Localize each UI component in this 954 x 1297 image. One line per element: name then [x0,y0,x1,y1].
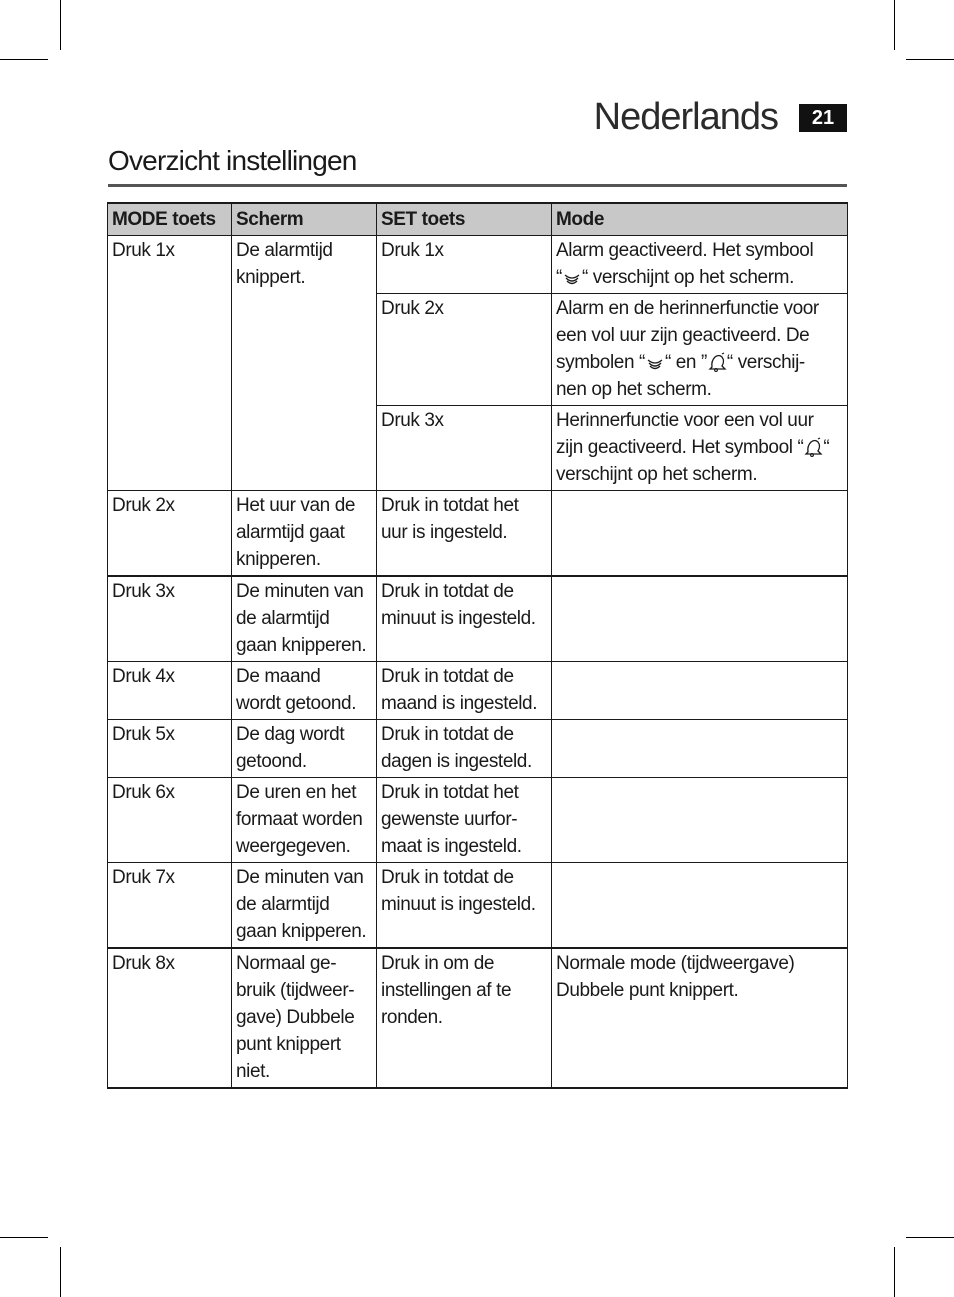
table-row [108,863,848,949]
header-mode: Mode [552,203,848,236]
crop-mark [894,0,895,50]
cell-set: Druk in totdat de dagen is ingesteld. [377,720,552,778]
cell-mode: Druk 7x [108,863,232,949]
cell-mode: Druk 5x [108,720,232,778]
cell-mode: Druk 6x [108,778,232,863]
crop-mark [0,1237,48,1238]
crop-mark [60,0,61,50]
cell-scherm: De alarmtijd knippert. [232,236,377,491]
table-row [108,720,848,778]
cell-mode-result [552,406,848,491]
quote-mark: “ [556,267,562,288]
cell-set: Druk in om de instellingen af te ronden. [377,948,552,1088]
cell-set: Druk in totdat de maand is ingesteld. [377,662,552,720]
cell-mode-result [552,863,848,949]
table-row [108,778,848,863]
cell-set: Druk 1x [377,236,552,294]
mode-text: Alarm geactiveerd. Het symbool [556,240,814,261]
table-row [108,491,848,577]
cell-set: Druk in totdat de minuut is ingesteld. [377,863,552,949]
cell-mode: Druk 3x [108,576,232,662]
table-row [108,948,848,1088]
cell-set: Druk in totdat het gewenste uurfor- maat is ingesteld. [377,778,552,863]
alarm-wave-icon [562,267,582,287]
cell-set: Druk in totdat de minuut is ingesteld. [377,576,552,662]
cell-mode-result [552,662,848,720]
cell-mode-result [552,576,848,662]
cell-mode-result [552,720,848,778]
bell-icon [707,352,727,372]
cell-scherm: De maand wordt getoond. [232,662,377,720]
settings-table [107,202,848,1089]
mode-text: “ verschijnt op het scherm. [556,437,830,485]
cell-mode-result [552,294,848,406]
crop-mark [60,1247,61,1297]
cell-set: Druk 2x [377,294,552,406]
table-row [108,236,848,294]
crop-mark [0,59,48,60]
table-header-row [108,203,848,236]
cell-scherm: De minuten van de alarmtijd gaan knipperen. [232,576,377,662]
page-number: 21 [799,104,847,132]
cell-scherm: De minuten van de alarmtijd gaan knipperen. [232,863,377,949]
title-rule [108,184,847,187]
alarm-wave-icon [645,352,665,372]
crop-mark [906,1237,954,1238]
cell-mode-result: Normale mode (tijdweergave) Dubbele punt knippert. [552,948,848,1088]
mode-text: “ en ” [664,352,707,373]
mode-text: Herinnerfunctie voor een vol uur zijn geactiveerd. Het symbool “ [556,410,814,458]
cell-mode: Druk 4x [108,662,232,720]
language-title: Nederlands [593,96,778,138]
mode-text: Alarm en de herinnerfunctie voor een vol uur zijn geactiveerd. De symbolen “ [556,298,819,373]
header-set-toets: SET toets [377,203,552,236]
section-title: Overzicht instellingen [108,145,357,176]
cell-scherm: Normaal ge- bruik (tijdweer- gave) Dubbele punt knippert niet. [232,948,377,1088]
table-row [108,576,848,662]
crop-mark [894,1247,895,1297]
cell-mode-result [552,491,848,577]
mode-text: “ verschij- nen op het scherm. [556,352,805,400]
cell-scherm: De uren en het formaat worden weergegeven. [232,778,377,863]
table-row [108,662,848,720]
bell-icon [803,437,823,457]
cell-set: Druk in totdat het uur is ingesteld. [377,491,552,577]
cell-mode: Druk 1x [108,236,232,491]
cell-mode-result [552,778,848,863]
cell-mode: Druk 2x [108,491,232,577]
cell-set: Druk 3x [377,406,552,491]
cell-scherm: Het uur van de alarmtijd gaat knipperen. [232,491,377,577]
header-mode-toets: MODE toets [108,203,232,236]
cell-mode: Druk 8x [108,948,232,1088]
mode-text: “ verschijnt op het scherm. [581,267,794,288]
header-scherm: Scherm [232,203,377,236]
crop-mark [906,59,954,60]
cell-scherm: De dag wordt getoond. [232,720,377,778]
cell-mode-result [552,236,848,294]
